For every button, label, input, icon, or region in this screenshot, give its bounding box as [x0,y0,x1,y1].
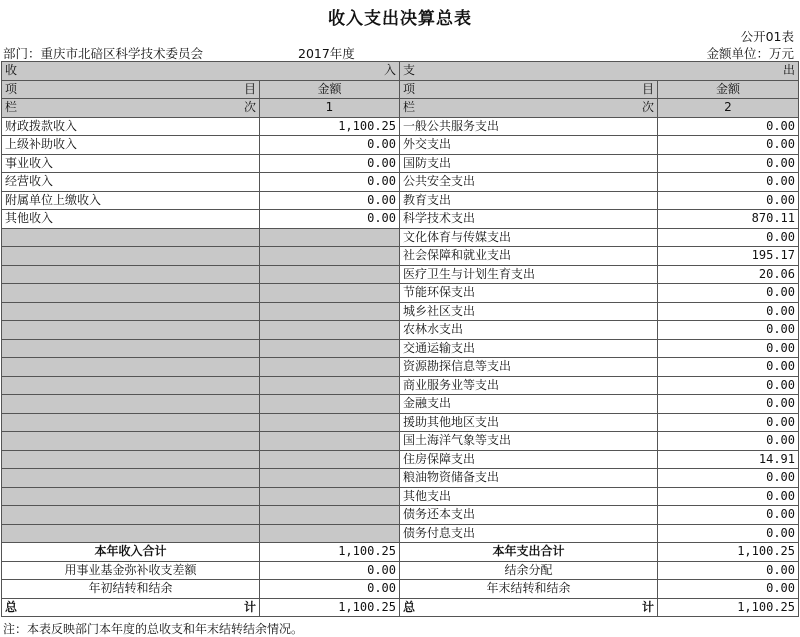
income-item-label: 财政拨款收入 [2,117,260,136]
income-amount-header: 金额 [260,80,400,99]
income-item-right: 目 [243,81,256,96]
expense-item-label: 城乡社区支出 [400,302,658,321]
income-empty-amount [260,469,400,488]
table-row [2,376,799,395]
income-empty-amount [260,265,400,284]
expense-item-label: 资源勘探信息等支出 [400,358,658,377]
table-row [2,524,799,543]
expense-item-label: 文化体育与传媒支出 [400,228,658,247]
expense-item-amount: 0.00 [658,524,799,543]
expense-item-label: 援助其他地区支出 [400,413,658,432]
table-row [2,136,799,155]
income-empty-amount [260,450,400,469]
income-empty-amount [260,284,400,303]
expense-item-label: 医疗卫生与计划生育支出 [400,265,658,284]
income-item-label: 经营收入 [2,173,260,192]
income-empty-amount [260,506,400,525]
income-empty-cell [2,284,260,303]
income-item-header [2,80,260,99]
income-empty-amount [260,247,400,266]
total-right-char-1: 总 [403,599,416,614]
income-empty-amount [260,432,400,451]
income-header-left: 收 [5,63,18,78]
header-row-category [2,62,799,81]
summary-left-amount: 0.00 [260,580,400,599]
income-column-label [2,99,260,118]
total-left-char-1: 总 [5,599,18,614]
expense-item-label: 商业服务业等支出 [400,376,658,395]
table-row [2,210,799,229]
summary-row [2,543,799,562]
expense-item-amount: 0.00 [658,469,799,488]
table-row [2,339,799,358]
summary-left-amount: 0.00 [260,561,400,580]
expense-item-amount: 0.00 [658,302,799,321]
expense-item-amount: 870.11 [658,210,799,229]
table-row [2,173,799,192]
income-item-amount: 0.00 [260,210,400,229]
table-row [2,432,799,451]
income-expense-table [1,61,799,617]
income-empty-amount [260,339,400,358]
total-left-amount: 1,100.25 [260,598,400,617]
table-row [2,450,799,469]
expense-col-left: 栏 [403,100,416,115]
expense-item-label: 其他支出 [400,487,658,506]
summary-right-label: 结余分配 [400,561,658,580]
summary-row [2,561,799,580]
expense-item-amount: 0.00 [658,117,799,136]
expense-item-label: 公共安全支出 [400,173,658,192]
income-item-amount: 0.00 [260,173,400,192]
expense-item-amount: 0.00 [658,136,799,155]
expense-item-label: 债务还本支出 [400,506,658,525]
income-empty-cell [2,432,260,451]
expense-item-amount: 195.17 [658,247,799,266]
income-header [2,62,400,81]
table-row [2,191,799,210]
total-right-char-2: 计 [641,599,654,614]
income-item-label: 上级补助收入 [2,136,260,155]
table-row [2,228,799,247]
expense-item-label: 教育支出 [400,191,658,210]
expense-item-label: 节能环保支出 [400,284,658,303]
table-code: 公开01表 [740,29,794,44]
income-item-amount: 0.00 [260,154,400,173]
income-empty-cell [2,265,260,284]
expense-item-label: 科学技术支出 [400,210,658,229]
income-empty-amount [260,487,400,506]
income-empty-amount [260,524,400,543]
income-item-amount: 1,100.25 [260,117,400,136]
expense-item-amount: 0.00 [658,321,799,340]
table-row [2,247,799,266]
expense-item-header [400,80,658,99]
table-row [2,487,799,506]
expense-item-amount: 0.00 [658,432,799,451]
header-row-item [2,80,799,99]
income-empty-cell [2,487,260,506]
income-empty-cell [2,469,260,488]
expense-header-right: 出 [782,63,795,78]
expense-header [400,62,799,81]
income-empty-cell [2,413,260,432]
income-empty-cell [2,339,260,358]
expense-item-amount: 0.00 [658,173,799,192]
summary-left-label: 用事业基金弥补收支差额 [2,561,260,580]
income-col-left: 栏 [5,100,18,115]
total-left-char-2: 计 [243,599,256,614]
report-title: 收入支出决算总表 [328,9,472,29]
expense-item-amount: 0.00 [658,506,799,525]
summary-row [2,580,799,599]
income-empty-amount [260,228,400,247]
summary-left-label: 本年收入合计 [2,543,260,562]
footnote: 注：本表反映部门本年度的总收支和年末结转结余情况。 [3,622,304,636]
summary-right-label: 年末结转和结余 [400,580,658,599]
income-item-label: 附属单位上缴收入 [2,191,260,210]
expense-amount-header: 金额 [658,80,799,99]
income-empty-cell [2,506,260,525]
expense-item-label: 一般公共服务支出 [400,117,658,136]
expense-item-amount: 0.00 [658,228,799,247]
table-row [2,154,799,173]
expense-column-number: 2 [658,99,799,118]
income-empty-cell [2,302,260,321]
table-row [2,302,799,321]
expense-item-label: 粮油物资储备支出 [400,469,658,488]
table-row [2,358,799,377]
income-empty-cell [2,247,260,266]
income-empty-amount [260,376,400,395]
income-empty-amount [260,395,400,414]
income-empty-amount [260,321,400,340]
expense-item-label: 社会保障和就业支出 [400,247,658,266]
summary-right-amount: 0.00 [658,580,799,599]
expense-item-amount: 0.00 [658,191,799,210]
expense-item-left: 项 [403,81,416,96]
expense-item-label: 国防支出 [400,154,658,173]
expense-col-right: 次 [641,100,654,115]
expense-item-label: 国土海洋气象等支出 [400,432,658,451]
income-col-right: 次 [243,100,256,115]
income-empty-cell [2,228,260,247]
expense-item-label: 外交支出 [400,136,658,155]
amount-unit: 金额单位：万元 [706,46,794,61]
income-empty-cell [2,358,260,377]
income-column-number: 1 [260,99,400,118]
table-row [2,284,799,303]
expense-item-label: 债务付息支出 [400,524,658,543]
department-label: 部门：重庆市北碚区科学技术委员会 [3,46,204,61]
total-right-amount: 1,100.25 [658,598,799,617]
expense-item-amount: 0.00 [658,284,799,303]
income-empty-cell [2,321,260,340]
expense-item-amount: 0.00 [658,358,799,377]
table-row [2,321,799,340]
expense-item-amount: 20.06 [658,265,799,284]
income-empty-amount [260,302,400,321]
expense-item-amount: 0.00 [658,395,799,414]
expense-item-amount: 0.00 [658,154,799,173]
fiscal-year: 2017年度 [298,46,355,61]
expense-item-amount: 0.00 [658,487,799,506]
summary-right-label: 本年支出合计 [400,543,658,562]
expense-header-left: 支 [403,63,416,78]
income-empty-amount [260,413,400,432]
table-row [2,469,799,488]
summary-left-label: 年初结转和结余 [2,580,260,599]
income-empty-amount [260,358,400,377]
expense-item-right: 目 [641,81,654,96]
table-row [2,395,799,414]
expense-item-label: 住房保障支出 [400,450,658,469]
income-item-amount: 0.00 [260,191,400,210]
income-empty-cell [2,376,260,395]
expense-item-label: 交通运输支出 [400,339,658,358]
summary-right-amount: 1,100.25 [658,543,799,562]
table-row [2,413,799,432]
table-row [2,117,799,136]
total-left-label [2,598,260,617]
income-header-right: 入 [383,63,396,78]
income-empty-cell [2,524,260,543]
expense-item-amount: 0.00 [658,376,799,395]
table-row [2,506,799,525]
table-body [2,62,799,617]
income-item-left: 项 [5,81,18,96]
expense-item-amount: 14.91 [658,450,799,469]
expense-item-amount: 0.00 [658,339,799,358]
total-right-label [400,598,658,617]
table-row [2,265,799,284]
summary-left-amount: 1,100.25 [260,543,400,562]
expense-item-label: 农林水支出 [400,321,658,340]
income-empty-cell [2,450,260,469]
expense-item-amount: 0.00 [658,413,799,432]
total-row [2,598,799,617]
income-item-label: 事业收入 [2,154,260,173]
expense-column-label [400,99,658,118]
summary-right-amount: 0.00 [658,561,799,580]
income-item-label: 其他收入 [2,210,260,229]
expense-item-label: 金融支出 [400,395,658,414]
income-empty-cell [2,395,260,414]
header-row-column-number [2,99,799,118]
income-item-amount: 0.00 [260,136,400,155]
